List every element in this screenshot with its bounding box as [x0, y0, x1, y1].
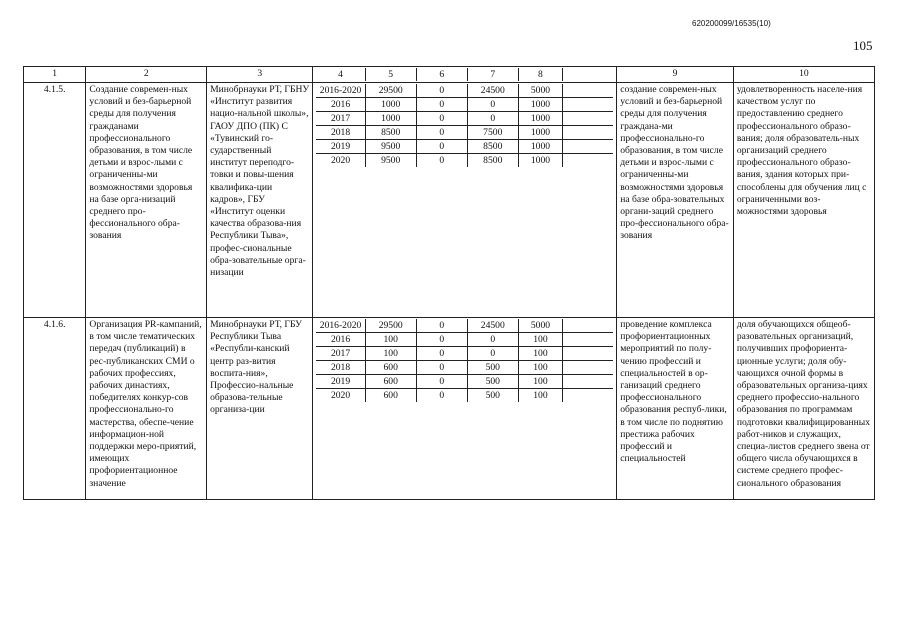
- page-number: 105: [853, 38, 873, 53]
- blank-cell: [563, 84, 614, 98]
- year-row: [316, 333, 613, 347]
- year-row: [316, 347, 613, 361]
- regional-amount: 8500: [467, 140, 518, 154]
- regional-amount: 500: [467, 375, 518, 389]
- year-period: 2019: [316, 140, 365, 154]
- year-period: 2018: [316, 361, 365, 375]
- header-cell: 10: [733, 67, 874, 83]
- year-row: [316, 98, 613, 112]
- federal-amount: 0: [416, 140, 467, 154]
- federal-amount: 0: [416, 361, 467, 375]
- blank-cell: [563, 389, 614, 403]
- year-period: 2016-2020: [316, 319, 365, 333]
- header-cell: 3: [207, 67, 313, 83]
- expected-result: создание современ-ных условий и без-барьерной среды для получения граждана-ми профессионально-го образования, в том числе детьми и взрос-лыми с ограниченны-ми возможностями здоровья на базе обра-зовательных органи-заций среднего про-фессионального обра-зования: [617, 83, 734, 318]
- blank-cell: [563, 347, 614, 361]
- regional-amount: 24500: [467, 319, 518, 333]
- header-cell: [563, 68, 614, 81]
- other-amount: 100: [518, 361, 562, 375]
- blank-cell: [563, 333, 614, 347]
- header-cell: 7: [467, 68, 518, 81]
- header-cell: 8: [518, 68, 562, 81]
- header-cell: 9: [617, 67, 734, 83]
- total-amount: 1000: [365, 112, 416, 126]
- federal-amount: 0: [416, 112, 467, 126]
- blank-cell: [563, 361, 614, 375]
- blank-cell: [563, 112, 614, 126]
- other-amount: 100: [518, 375, 562, 389]
- total-amount: 8500: [365, 126, 416, 140]
- blank-cell: [563, 140, 614, 154]
- row-number: 4.1.6.: [24, 318, 86, 500]
- year-period: 2020: [316, 389, 365, 403]
- header-cell: 6: [416, 68, 467, 81]
- document-id: 620200099/16535(10): [692, 19, 771, 28]
- header-cell: 2: [86, 67, 207, 83]
- blank-cell: [563, 375, 614, 389]
- executor: Минобрнауки РТ, ГБНУ «Институт развития нацио-нальной школы», ГАОУ ДПО (ПК) С «Тувинский го-сударственный институт переподго-товки и повы-шения квалифика-ции кадров», ГБУ «Институт оценки качества образова-ния Республики Тыва», профес-сиональные обра-зовательные орга-низации: [207, 83, 313, 318]
- activity-name: Создание современ-ных условий и без-барьерной среды для получения гражданами профессионального образования, в том числе детьми и взрос-лыми с ограниченны-ми возможностями здоровья на базе орга-низаций среднего про-фессионального обра-зования: [86, 83, 207, 318]
- year-row: [316, 126, 613, 140]
- other-amount: 5000: [518, 84, 562, 98]
- year-period: 2016: [316, 98, 365, 112]
- table-row: [24, 318, 875, 500]
- row-number: 4.1.5.: [24, 83, 86, 318]
- indicator: удовлетворенность населе-ния качеством услуг по предоставлению среднего профессионального образо-вания; доля образователь-ных организаций среднего профессионального образо-вания, здания которых при-способлены для обучения лиц с ограниченными воз-можностями здоровья: [733, 83, 874, 318]
- year-period: 2018: [316, 126, 365, 140]
- blank-cell: [563, 154, 614, 168]
- expected-result: проведение комплекса профориентационных мероприятий по полу-чению профессий и специальностей в ор-ганизаций среднего профессионального образования респуб-лики, в том числе по поднятию престижа рабочих профессий и специальностей: [617, 318, 734, 500]
- year-row: [316, 319, 613, 333]
- other-amount: 1000: [518, 98, 562, 112]
- year-row: [316, 361, 613, 375]
- federal-amount: 0: [416, 98, 467, 112]
- federal-amount: 0: [416, 347, 467, 361]
- header-cell: 1: [24, 67, 86, 83]
- federal-amount: 0: [416, 333, 467, 347]
- blank-cell: [563, 98, 614, 112]
- other-amount: 1000: [518, 126, 562, 140]
- regional-amount: 500: [467, 361, 518, 375]
- header-cell: 4: [316, 68, 365, 81]
- year-period: 2017: [316, 347, 365, 361]
- total-amount: 600: [365, 375, 416, 389]
- total-amount: 9500: [365, 140, 416, 154]
- table-row: [24, 83, 875, 318]
- executor: Минобрнауки РТ, ГБУ Республики Тыва «Республи-канский центр раз-вития воспита-ния», Профессио-нальные образова-тельные организа-ции: [207, 318, 313, 500]
- header-cell: 5: [365, 68, 416, 81]
- year-row: [316, 389, 613, 403]
- federal-amount: 0: [416, 375, 467, 389]
- total-amount: 100: [365, 333, 416, 347]
- other-amount: 100: [518, 389, 562, 403]
- year-row: [316, 375, 613, 389]
- total-amount: 100: [365, 347, 416, 361]
- regional-amount: 24500: [467, 84, 518, 98]
- blank-cell: [563, 319, 614, 333]
- total-amount: 1000: [365, 98, 416, 112]
- other-amount: 5000: [518, 319, 562, 333]
- regional-amount: 8500: [467, 154, 518, 168]
- regional-amount: 7500: [467, 126, 518, 140]
- year-period: 2019: [316, 375, 365, 389]
- header-row: [24, 67, 875, 83]
- total-amount: 29500: [365, 84, 416, 98]
- total-amount: 600: [365, 389, 416, 403]
- federal-amount: 0: [416, 389, 467, 403]
- federal-amount: 0: [416, 319, 467, 333]
- total-amount: 600: [365, 361, 416, 375]
- funding-years: [313, 83, 617, 318]
- header-cell-group: [313, 67, 617, 83]
- year-period: 2017: [316, 112, 365, 126]
- other-amount: 1000: [518, 140, 562, 154]
- regional-amount: 0: [467, 98, 518, 112]
- year-row: [316, 154, 613, 168]
- year-period: 2016-2020: [316, 84, 365, 98]
- other-amount: 100: [518, 333, 562, 347]
- year-period: 2020: [316, 154, 365, 168]
- federal-amount: 0: [416, 154, 467, 168]
- program-table: [23, 66, 875, 500]
- other-amount: 100: [518, 347, 562, 361]
- regional-amount: 0: [467, 333, 518, 347]
- funding-years: [313, 318, 617, 500]
- activity-name: Организация PR-кампаний, в том числе тематических передач (публикаций) в рес-публиканских СМИ о рабочих профессиях, рабочих династиях, победителях конкур-сов профессионально-го мастерства, обеспе-чение информацион-ной поддержки меро-приятий, имеющих профориентационное значение: [86, 318, 207, 500]
- total-amount: 9500: [365, 154, 416, 168]
- regional-amount: 500: [467, 389, 518, 403]
- other-amount: 1000: [518, 154, 562, 168]
- indicator: доля обучающихся общеоб-разовательных организаций, получивших профориента-ционные услуги; доля обу-чающихся очной формы в образовательных организа-циях среднего профессио-нального образования по программам подготовки квалифицированных работ-ников и служащих, специа-листов среднего звена от общего числа обучающихся в системе среднего профес-сионального образования: [733, 318, 874, 500]
- federal-amount: 0: [416, 126, 467, 140]
- other-amount: 1000: [518, 112, 562, 126]
- total-amount: 29500: [365, 319, 416, 333]
- regional-amount: 0: [467, 112, 518, 126]
- federal-amount: 0: [416, 84, 467, 98]
- blank-cell: [563, 126, 614, 140]
- year-row: [316, 112, 613, 126]
- year-row: [316, 140, 613, 154]
- year-period: 2016: [316, 333, 365, 347]
- year-row: [316, 84, 613, 98]
- regional-amount: 0: [467, 347, 518, 361]
